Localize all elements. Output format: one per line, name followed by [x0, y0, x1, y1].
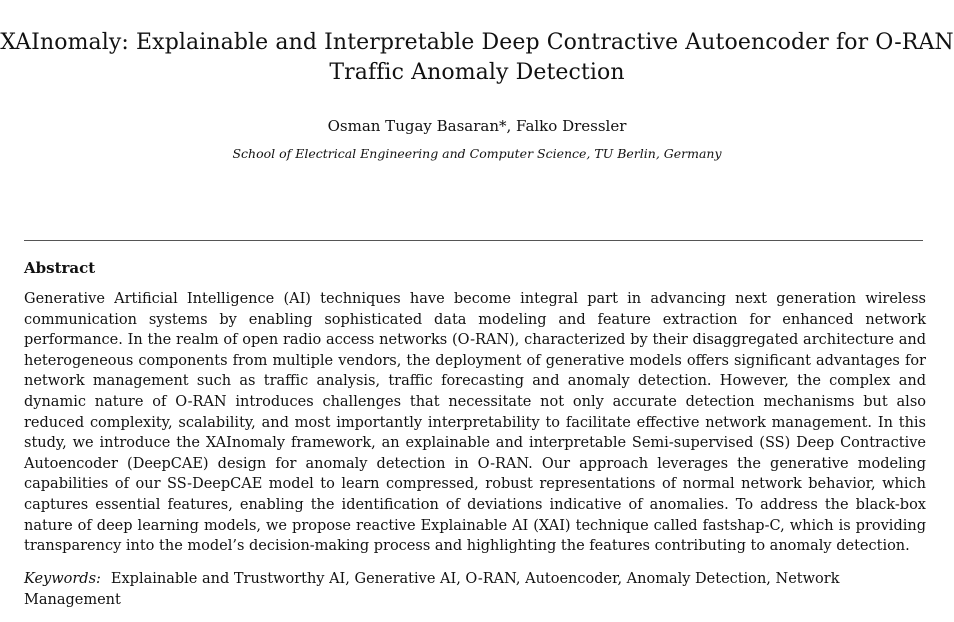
author-list: Osman Tugay Basaran*, Falko Dressler: [327, 117, 627, 135]
keywords-text: Explainable and Trustworthy AI, Generative AI, O-RAN, Autoencoder, Anomaly Detection, Network Management: [24, 571, 840, 608]
keywords-label: Keywords:: [24, 571, 101, 587]
paper-title: [0, 28, 954, 88]
paper-title-line-1: XAInomaly: Explainable and Interpretable Deep Contractive Autoencoder for O-RAN: [0, 30, 954, 55]
keywords: [24, 569, 926, 611]
affiliation: School of Electrical Engineering and Computer Science, TU Berlin, Germany: [232, 146, 722, 161]
abstract-body: Generative Artificial Intelligence (AI) techniques have become integral part in advancing next generation wireless communication systems by enabling sophisticated data modeling and feature extraction for enhanced network performance. In the realm of open radio access networks (O-RAN), characterized by their disaggregated architecture and heterogeneous components from multiple vendors, the deployment of generative models offers significant advantages for network management such as traffic analysis, traffic forecasting and anomaly detection. However, the complex and dynamic nature of O-RAN introduces challenges that necessitate not only accurate detection mechanisms but also reduced complexity, scalability, and most importantly interpretability to facilitate effective network management. In this study, we introduce the XAInomaly framework, an explainable and interpretable Semi-supervised (SS) Deep Contractive Autoencoder (DeepCAE) design for anomaly detection in O-RAN. Our approach leverages the generative modeling capabilities of our SS-DeepCAE model to learn compressed, robust representations of normal network behavior, which captures essential features, enabling the identification of deviations indicative of anomalies. To address the black-box nature of deep learning models, we propose reactive Explainable AI (XAI) technique called fastshap-C, which is providing transparency into the model’s decision-making process and highlighting the features contributing to anomaly detection.: [24, 291, 926, 555]
abstract-heading: Abstract: [24, 259, 96, 277]
paper-title-line-2: Traffic Anomaly Detection: [329, 60, 625, 85]
horizontal-rule: [24, 240, 923, 241]
